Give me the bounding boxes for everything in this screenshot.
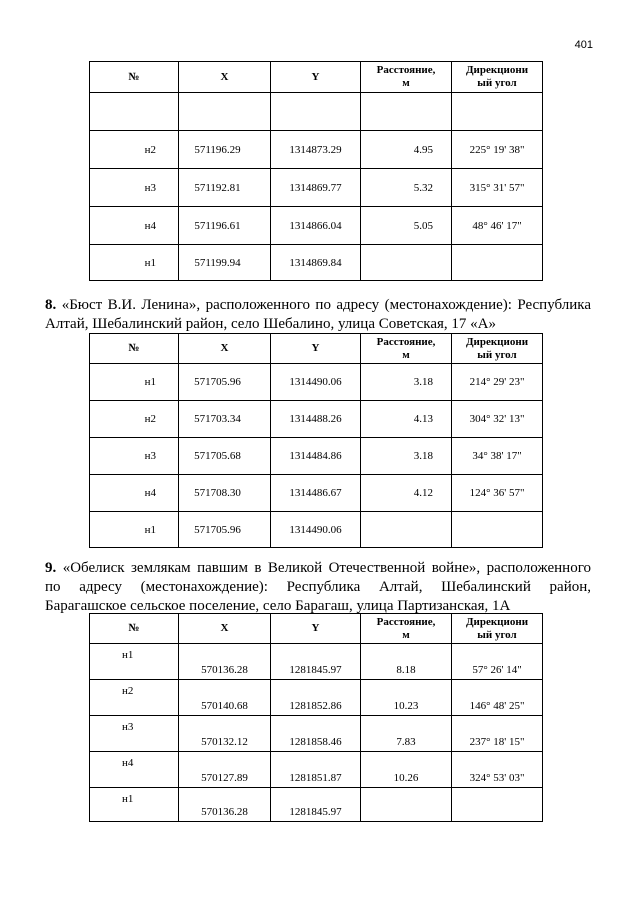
- section-8-text: [45, 296, 591, 334]
- header-y: Y: [271, 62, 361, 93]
- cell-distance: 3.18: [361, 364, 452, 401]
- header-num: №: [90, 614, 179, 644]
- header-distance: Расстояние, м: [361, 62, 452, 93]
- cell-distance: 3.18: [361, 438, 452, 475]
- cell-x: 570132.12: [179, 716, 271, 752]
- table-row: [90, 169, 543, 207]
- cell-angle: 146° 48' 25": [452, 680, 543, 716]
- cell-y: 1314869.77: [271, 169, 361, 207]
- cell-y: 1281852.86: [271, 680, 361, 716]
- table-row: [90, 752, 543, 788]
- table-row: [90, 401, 543, 438]
- cell-distance: 8.18: [361, 644, 452, 680]
- table-header-row: [90, 62, 543, 93]
- table-row: [90, 788, 543, 822]
- cell-x: 571705.68: [179, 438, 271, 475]
- cell-y: 1281851.87: [271, 752, 361, 788]
- cell-x: 571196.61: [179, 207, 271, 245]
- cell-x: 571703.34: [179, 401, 271, 438]
- header-num: №: [90, 62, 179, 93]
- cell-angle: 225° 19' 38": [452, 131, 543, 169]
- cell-x: 571705.96: [179, 512, 271, 548]
- cell-number: н1: [90, 644, 179, 680]
- header-y: Y: [271, 334, 361, 364]
- cell-y: 1314490.06: [271, 364, 361, 401]
- cell-angle: 124° 36' 57": [452, 475, 543, 512]
- section-8-line1: «Бюст В.И. Ленина», расположенного по адресу (местонахождение): Республика: [61, 297, 592, 313]
- cell-y: 1314486.67: [271, 475, 361, 512]
- page-number: 401: [574, 39, 593, 51]
- table-header-row: [90, 334, 543, 364]
- cell-number: н1: [90, 788, 179, 822]
- section-9-line3: Барагашское сельское поселение, село Барагаш, улица Партизанская, 1А: [45, 598, 511, 614]
- cell-y: 1281845.97: [271, 788, 361, 822]
- section-9-line2: по адресу (местонахождение): Республика Алтай, Шебалинский район,: [45, 579, 591, 595]
- cell-y: 1281845.97: [271, 644, 361, 680]
- header-angle: Дирекциони ый угол: [452, 62, 543, 93]
- cell-number: н3: [90, 438, 179, 475]
- cell-angle: [452, 512, 543, 548]
- cell-number: н4: [90, 207, 179, 245]
- section-8-line2: Алтай, Шебалинский район, село Шебалино, улица Советская, 17 «А»: [45, 316, 496, 332]
- table-row: [90, 716, 543, 752]
- cell-y: 1314484.86: [271, 438, 361, 475]
- header-angle: Дирекциони ый угол: [452, 334, 543, 364]
- cell-angle: 34° 38' 17": [452, 438, 543, 475]
- cell-distance: 4.13: [361, 401, 452, 438]
- cell-distance: 5.32: [361, 169, 452, 207]
- cell-x: 570136.28: [179, 788, 271, 822]
- cell-distance: 4.12: [361, 475, 452, 512]
- cell-x: 570140.68: [179, 680, 271, 716]
- cell-x: 570127.89: [179, 752, 271, 788]
- cell-angle: [452, 93, 543, 131]
- header-y: Y: [271, 614, 361, 644]
- cell-angle: [452, 788, 543, 822]
- table-row: [90, 93, 543, 131]
- table-row: [90, 680, 543, 716]
- coordinates-table-1: [89, 61, 543, 281]
- cell-x: 571708.30: [179, 475, 271, 512]
- header-num: №: [90, 334, 179, 364]
- cell-distance: 5.05: [361, 207, 452, 245]
- cell-number: [90, 93, 179, 131]
- table-row: [90, 364, 543, 401]
- cell-number: н2: [90, 131, 179, 169]
- section-9-number: 9.: [45, 560, 57, 576]
- cell-y: 1314488.26: [271, 401, 361, 438]
- cell-number: н1: [90, 512, 179, 548]
- cell-angle: 57° 26' 14": [452, 644, 543, 680]
- table-body: [90, 364, 543, 548]
- cell-y: 1314873.29: [271, 131, 361, 169]
- cell-y: 1281858.46: [271, 716, 361, 752]
- cell-y: 1314869.84: [271, 245, 361, 281]
- cell-x: [179, 93, 271, 131]
- header-distance: Расстояние, м: [361, 614, 452, 644]
- cell-x: 571705.96: [179, 364, 271, 401]
- section-9-text: [45, 559, 591, 616]
- cell-distance: [361, 788, 452, 822]
- table-row: [90, 438, 543, 475]
- cell-number: н4: [90, 752, 179, 788]
- cell-number: н2: [90, 680, 179, 716]
- table-row: [90, 475, 543, 512]
- cell-distance: 10.26: [361, 752, 452, 788]
- cell-distance: [361, 245, 452, 281]
- cell-y: [271, 93, 361, 131]
- header-angle: Дирекциони ый угол: [452, 614, 543, 644]
- cell-y: 1314490.06: [271, 512, 361, 548]
- cell-number: н2: [90, 401, 179, 438]
- table-header-row: [90, 614, 543, 644]
- cell-angle: 324° 53' 03": [452, 752, 543, 788]
- coordinates-table-2: [89, 333, 543, 548]
- cell-distance: 7.83: [361, 716, 452, 752]
- cell-x: 570136.28: [179, 644, 271, 680]
- table-body: [90, 93, 543, 281]
- cell-distance: [361, 93, 452, 131]
- cell-number: н1: [90, 245, 179, 281]
- table-row: [90, 512, 543, 548]
- cell-distance: 4.95: [361, 131, 452, 169]
- section-8-number: 8.: [45, 297, 57, 313]
- cell-distance: 10.23: [361, 680, 452, 716]
- cell-x: 571192.81: [179, 169, 271, 207]
- table-row: [90, 245, 543, 281]
- cell-y: 1314866.04: [271, 207, 361, 245]
- cell-x: 571196.29: [179, 131, 271, 169]
- section-9-line1: «Обелиск землякам павшим в Великой Отечественной войне», расположенного: [62, 560, 591, 576]
- cell-angle: 315° 31' 57": [452, 169, 543, 207]
- cell-number: н3: [90, 169, 179, 207]
- table-row: [90, 131, 543, 169]
- table-row: [90, 644, 543, 680]
- cell-angle: 214° 29' 23": [452, 364, 543, 401]
- cell-number: н1: [90, 364, 179, 401]
- cell-distance: [361, 512, 452, 548]
- cell-x: 571199.94: [179, 245, 271, 281]
- cell-number: н4: [90, 475, 179, 512]
- header-distance: Расстояние, м: [361, 334, 452, 364]
- header-x: X: [179, 614, 271, 644]
- cell-angle: 237° 18' 15": [452, 716, 543, 752]
- table-body: [90, 644, 543, 822]
- cell-number: н3: [90, 716, 179, 752]
- cell-angle: 48° 46' 17": [452, 207, 543, 245]
- header-x: X: [179, 62, 271, 93]
- table-row: [90, 207, 543, 245]
- header-x: X: [179, 334, 271, 364]
- cell-angle: 304° 32' 13": [452, 401, 543, 438]
- coordinates-table-3: [89, 613, 543, 822]
- cell-angle: [452, 245, 543, 281]
